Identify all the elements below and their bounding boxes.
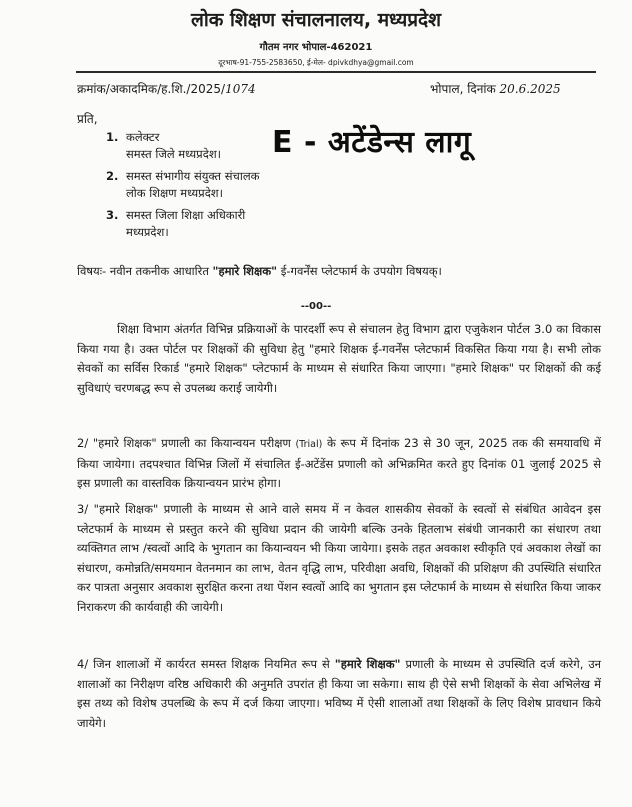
addressee-line: समस्त जिले मध्यप्रदेश। xyxy=(126,147,221,161)
addressee-line: मध्यप्रदेश। xyxy=(126,225,169,239)
trial-note: (Trial) xyxy=(295,439,323,450)
office-title: लोक शिक्षण संचालनालय, मध्यप्रदेश xyxy=(190,9,442,31)
e-attendance-banner: E - अटेंडेन्स लागू xyxy=(272,125,472,160)
addressee-line: लोक शिक्षण मध्यप्रदेश। xyxy=(126,186,223,200)
reference-number xyxy=(77,80,256,97)
paragraph-3: 3/ "हमारे शिक्षक" प्रणाली के माध्यम से आने वाले समय में न केवल शासकीय सेवकों के स्वत्वों से संबंधित आवेदन इस प्लेटफार्म के माध्यम से प्रस्तुत करने की सुविधा प्रदान की जायेगी बल्कि उनके हितलाभ संबंधी जानकारी का संधारण तथा व्यक्तिगत लाभ /स्वत्वों आदि के भुगतान का कियान्वयन भी किया जायेगा। इसके तहत अवकाश स्वीकृति एवं अवकाश लेखों का संधारण, कमोन्नति/समयमान वेतनमान का लाभ, वेतन वृद्धि लाभ, परिवीक्षा अवधि, शिक्षकों की प्रशिक्षण की उपस्थिति संधारित कर पात्रता अनुसार अवकाश सुरक्षित करना तथा पेंशन स्वत्वों आदि का भुगतान इस प्लेटफार्म के माध्यम से संधारित किया जाकर निराकरण की कार्यवाही की जायेगी। xyxy=(77,502,601,614)
paragraph-1: शिक्षा विभाग अंतर्गत विभिन्न प्रक्रियाओं के पारदर्शी रूप से संचालन हेतु विभाग द्वारा एजुकेशन पोर्टल 3.0 का विकास किया गया है। उक्त पोर्टल पर शिक्षकों की सुविधा हेतु "हमारे शिक्षक ई-गवर्नेंस प्लेटफार्म विकसित किया गया है। सभी लोक सेवकों का सर्विस रिकार्ड "हमारे शिक्षक" प्लेटफार्म के माध्यम से संधारित किया जाएगा। "हमारे शिक्षक" पर शिक्षकों की कई सुविधाएं चरणबद्ध रूप से उपलब्ध कराई जायेगी। xyxy=(77,322,601,395)
subject-prefix: विषयः- नवीन तकनीक आधारित xyxy=(77,264,213,278)
addressee-number: 1. xyxy=(106,130,119,144)
addressee-number: 2. xyxy=(106,169,119,183)
salutation: प्रति, xyxy=(77,112,98,126)
addressee-line: कलेक्टर xyxy=(126,130,160,144)
subject-suffix: ई-गवर्नेंस प्लेटफार्म के उपयोग विषयक्। xyxy=(277,264,442,278)
section-separator: --00-- xyxy=(300,301,332,312)
office-address: गौतम नगर भोपाल-462021 xyxy=(259,42,373,53)
office-contact: दूरभाष-91-755-2583650, ई-मेल- dpivkdhya@gmail.com xyxy=(218,58,414,67)
addressee-line: समस्त संभागीय संयुक्त संचालक xyxy=(126,169,260,183)
paragraph-4 xyxy=(77,655,601,733)
date-label: भोपाल, दिनांक xyxy=(430,82,496,96)
subject-line xyxy=(77,264,607,279)
addressee-item xyxy=(106,207,346,241)
reference-label: क्रमांक/अकादमिक/ह.शि./2025/ xyxy=(77,82,226,96)
addressee-number: 3. xyxy=(106,208,119,222)
header-divider xyxy=(76,71,596,73)
paragraph-4-highlight: "हमारे शिक्षक" xyxy=(334,657,401,671)
paragraph-4-text-end: प्रणाली के माध्यम से उपस्थिति दर्ज करेगे, उन शालाओं का निरीक्षण वरिष्ठ अधिकारी की अनुमति उपरांत ही किया जा सकेगा। साथ ही ऐसे सभी शिक्षकों के सेवा अभिलेख में इस तथ्य को विशेष उपलब्धि के रूप में दर्ज किया जाएगा। भविष्य में ऐसी शालाओं तथा शिक्षकों के लिए विशेष प्रावधान किये जायेगे। xyxy=(77,657,601,730)
paragraph-2-text: 2/ "हमारे शिक्षक" प्रणाली का कियान्वयन परीक्षण xyxy=(77,436,296,450)
date-handwritten-value: 20.6.2025 xyxy=(499,82,561,96)
paragraph-2 xyxy=(77,434,601,494)
letter-date xyxy=(430,80,561,97)
paragraph-2-text-end: के रूप में दिनांक 23 से 30 जून, 2025 तक की समयावधि में किया जायेगा। तदपश्चात विभिन्न जिलों में संचालित ई-अटेंडेंस प्रणाली को अभिक्रमित करते हुए दिनांक 01 जुलाई 2025 से इस प्रणाली का वास्तविक क्रियान्वयन प्रारंभ होगा। xyxy=(77,436,601,490)
addressee-line: समस्त जिला शिक्षा अधिकारी xyxy=(126,208,246,222)
reference-handwritten-number: 1074 xyxy=(225,82,256,96)
subject-highlight: "हमारे शिक्षक" xyxy=(212,264,278,278)
addressee-item xyxy=(106,168,346,202)
paragraph-4-text: 4/ जिन शालाओं में कार्यरत समस्त शिक्षक नियमित रूप से xyxy=(77,657,335,671)
